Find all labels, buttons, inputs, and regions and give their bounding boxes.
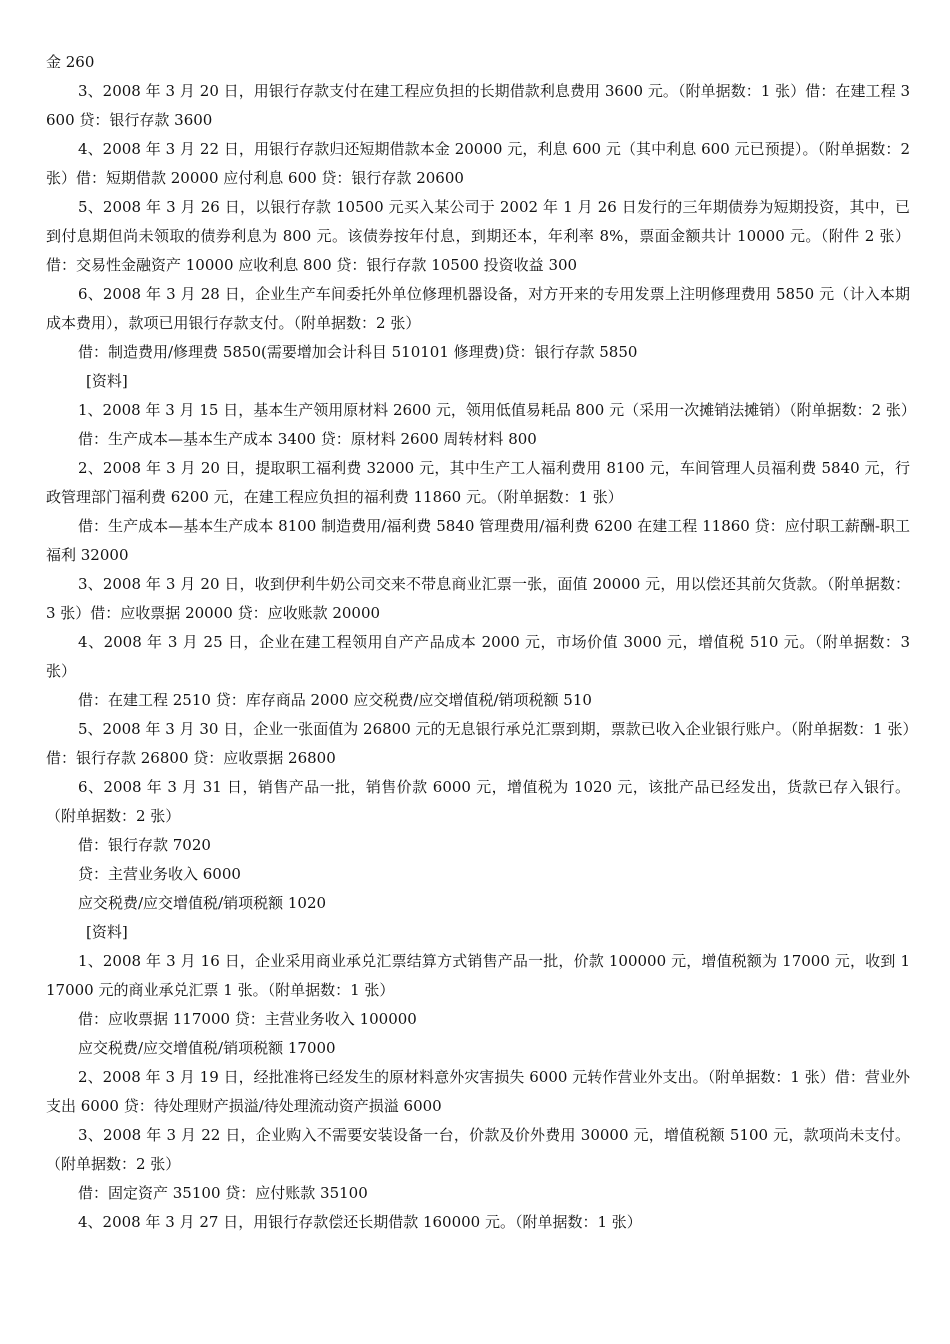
entry-item: 4、2008 年 3 月 22 日，用银行存款归还短期借款本金 20000 元，利息 600 元（其中利息 600 元已预提）。（附单据数：2 张）借：短期借款 20000 应付利息 600 贷：银行存款 20600 [46,140,910,187]
entry-item: 3、2008 年 3 月 20 日，用银行存款支付在建工程应负担的长期借款利息费用 3600 元。（附单据数：1 张）借：在建工程 3600 贷：银行存款 3600 [46,82,910,129]
entry-item: 1、2008 年 3 月 15 日，基本生产领用原材料 2600 元，领用低值易耗品 800 元（采用一次摊销法摊销）（附单据数：2 张） [78,401,916,419]
entry-item: 4、2008 年 3 月 25 日，企业在建工程领用自产产品成本 2000 元，市场价值 3000 元，增值税 510 元。（附单据数：3 张） [46,633,910,680]
entry-item: 5、2008 年 3 月 26 日，以银行存款 10500 元买入某公司于 2002 年 1 月 26 日发行的三年期债券为短期投资，其中，已到付息期但尚未领取的债券利息为 800 元。该债券按年付息，到期还本，年利率 8%，票面金额共计 10000 元。（附件 2 张）借：交易性金融资产 10000 应收利息 800 贷：银行存款 10500 投资收益 300 [46,198,910,274]
section-heading: [资料] [86,372,128,390]
entry-item: 1、2008 年 3 月 16 日，企业采用商业承兑汇票结算方式销售产品一批，价款 100000 元，增值税额为 17000 元，收到 117000 元的商业承兑汇票 1 张。（附单据数：1 张） [46,952,910,999]
journal-entry: 借：固定资产 35100 贷：应付账款 35100 [78,1184,368,1202]
entry-item: 3、2008 年 3 月 20 日，收到伊利牛奶公司交来不带息商业汇票一张，面值 20000 元，用以偿还其前欠货款。（附单据数：3 张）借：应收票据 20000 贷：应收账款 20000 [46,575,910,622]
entry-item: 2、2008 年 3 月 19 日，经批准将已经发生的原材料意外灾害损失 6000 元转作营业外支出。（附单据数：1 张）借：营业外支出 6000 贷：待处理财产损溢/待处理流动资产损溢 6000 [46,1068,910,1115]
entry-item: 6、2008 年 3 月 28 日，企业生产车间委托外单位修理机器设备，对方开来的专用发票上注明修理费用 5850 元（计入本期成本费用），款项已用银行存款支付。（附单据数：2 张） [46,285,910,332]
entry-item: 3、2008 年 3 月 22 日，企业购入不需要安装设备一台，价款及价外费用 30000 元，增值税额 5100 元，款项尚未支付。（附单据数：2 张） [46,1126,910,1173]
paragraph-continuation: 金 260 [46,53,95,71]
journal-entry: 借：银行存款 7020 [78,836,211,854]
entry-item: 6、2008 年 3 月 31 日，销售产品一批，销售价款 6000 元，增值税为 1020 元，该批产品已经发出，货款已存入银行。（附单据数：2 张） [46,778,910,825]
journal-entry: 借：生产成本—基本生产成本 8100 制造费用/福利费 5840 管理费用/福利费 6200 在建工程 11860 贷：应付职工薪酬-职工福利 32000 [46,517,910,564]
journal-entry: 借：应收票据 117000 贷：主营业务收入 100000 [78,1010,417,1028]
entry-item: 2、2008 年 3 月 20 日，提取职工福利费 32000 元，其中生产工人福利费用 8100 元，车间管理人员福利费 5840 元，行政管理部门福利费 6200 元，在建工程应负担的福利费 11860 元。（附单据数：1 张） [46,459,910,506]
entry-item: 4、2008 年 3 月 27 日，用银行存款偿还长期借款 160000 元。（附单据数：1 张） [78,1213,642,1231]
entry-item: 5、2008 年 3 月 30 日，企业一张面值为 26800 元的无息银行承兑汇票到期，票款已收入企业银行账户。（附单据数：1 张）借：银行存款 26800 贷：应收票据 26800 [46,720,910,767]
section-heading: [资料] [86,923,128,941]
journal-entry: 应交税费/应交增值税/销项税额 17000 [78,1039,336,1057]
journal-entry: 借：在建工程 2510 贷：库存商品 2000 应交税费/应交增值税/销项税额 510 [78,691,592,709]
journal-entry: 借：生产成本—基本生产成本 3400 贷：原材料 2600 周转材料 800 [78,430,537,448]
journal-entry: 借：制造费用/修理费 5850(需要增加会计科目 510101 修理费)贷：银行存款 5850 [78,343,638,361]
journal-entry: 应交税费/应交增值税/销项税额 1020 [78,894,327,912]
journal-entry: 贷：主营业务收入 6000 [78,865,241,883]
